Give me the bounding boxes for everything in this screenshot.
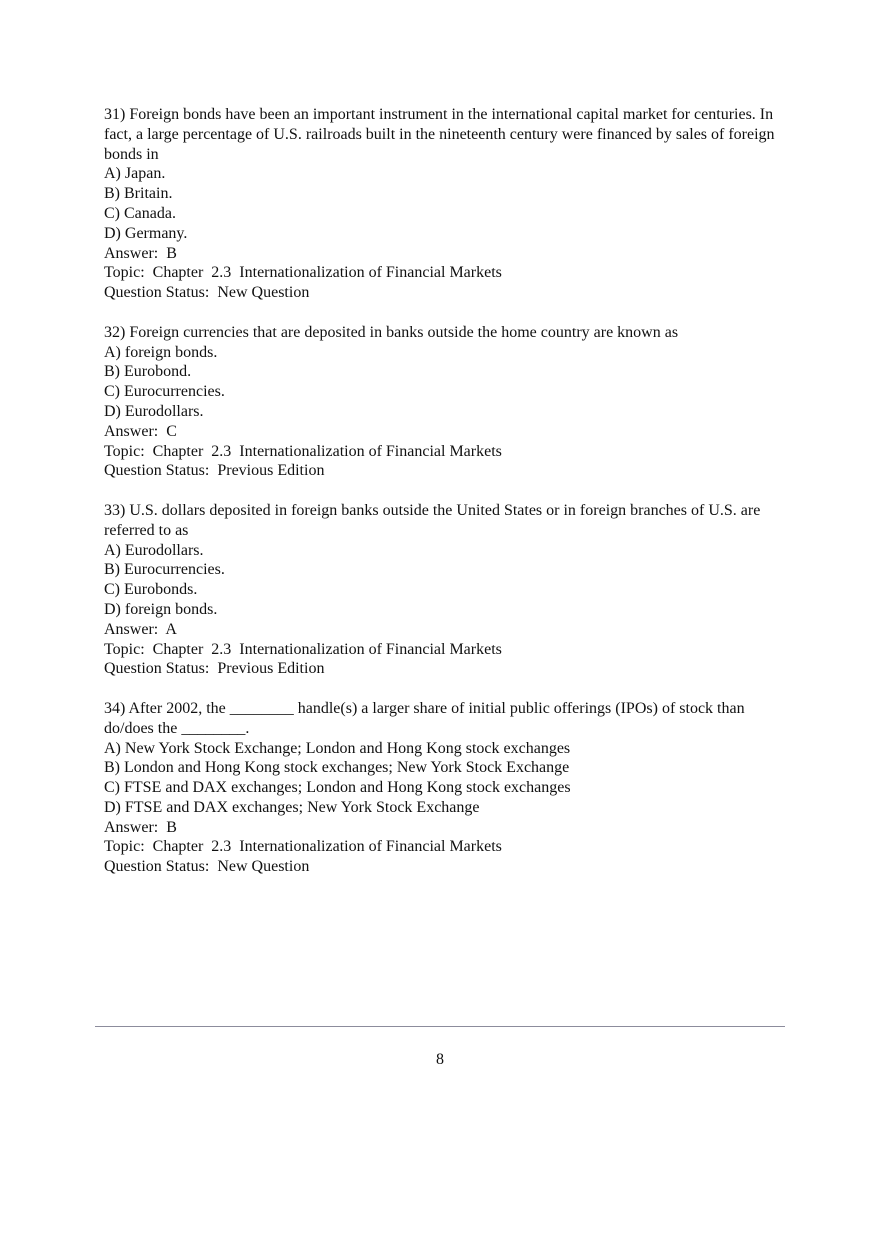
option-c: C) FTSE and DAX exchanges; London and Hong Kong stock exchanges xyxy=(104,779,571,797)
question-stem: 34) After 2002, the ________ handle(s) a larger share of initial public offerings (IPOs) of stock than do/does the ________. xyxy=(104,699,745,737)
answer: Answer: A xyxy=(104,620,177,638)
option-d: D) Eurodollars. xyxy=(104,402,204,420)
answer: Answer: B xyxy=(104,818,177,836)
footer-divider xyxy=(95,1026,785,1027)
option-c: C) Eurobonds. xyxy=(104,581,198,599)
option-c: C) Canada. xyxy=(104,204,176,222)
question-status: Question Status: New Question xyxy=(104,858,310,876)
question-status: Question Status: Previous Edition xyxy=(104,660,325,678)
option-b: B) Britain. xyxy=(104,185,173,203)
answer: Answer: C xyxy=(104,422,177,440)
question-stem: 32) Foreign currencies that are deposited in banks outside the home country are known as xyxy=(104,323,679,341)
option-a: A) foreign bonds. xyxy=(104,343,218,361)
question-33 xyxy=(104,501,784,679)
option-b: B) Eurocurrencies. xyxy=(104,561,225,579)
question-34 xyxy=(104,699,784,877)
question-status: Question Status: Previous Edition xyxy=(104,462,325,480)
question-list xyxy=(104,105,784,897)
topic: Topic: Chapter 2.3 Internationalization of Financial Markets xyxy=(104,442,502,460)
page-number: 8 xyxy=(436,1051,444,1068)
option-a: A) Japan. xyxy=(104,165,166,183)
option-b: B) London and Hong Kong stock exchanges; New York Stock Exchange xyxy=(104,759,570,777)
option-b: B) Eurobond. xyxy=(104,363,192,381)
option-c: C) Eurocurrencies. xyxy=(104,383,225,401)
option-d: D) FTSE and DAX exchanges; New York Stock Exchange xyxy=(104,798,480,816)
option-d: D) foreign bonds. xyxy=(104,600,218,618)
topic: Topic: Chapter 2.3 Internationalization of Financial Markets xyxy=(104,838,502,856)
option-a: A) New York Stock Exchange; London and Hong Kong stock exchanges xyxy=(104,739,571,757)
question-stem: 31) Foreign bonds have been an important instrument in the international capital market for centuries. In fact, a large percentage of U.S. railroads built in the nineteenth century were financed by sales of foreign bonds in xyxy=(104,106,775,163)
topic: Topic: Chapter 2.3 Internationalization of Financial Markets xyxy=(104,264,502,282)
question-32 xyxy=(104,323,784,481)
answer: Answer: B xyxy=(104,244,177,262)
question-31 xyxy=(104,105,784,303)
option-d: D) Germany. xyxy=(104,224,188,242)
question-status: Question Status: New Question xyxy=(104,284,310,302)
topic: Topic: Chapter 2.3 Internationalization of Financial Markets xyxy=(104,640,502,658)
option-a: A) Eurodollars. xyxy=(104,541,204,559)
question-stem: 33) U.S. dollars deposited in foreign banks outside the United States or in foreign branches of U.S. are referred to as xyxy=(104,501,761,539)
